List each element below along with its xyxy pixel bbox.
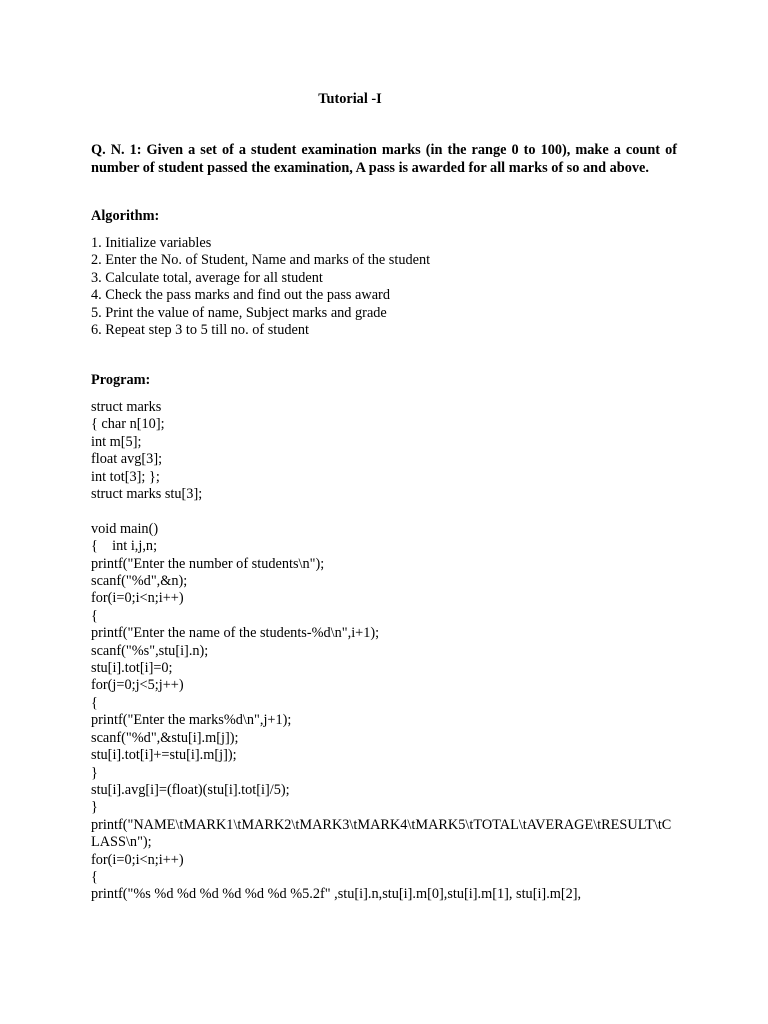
algorithm-steps-list <box>91 235 430 339</box>
code-line: printf("Enter the number of students\n"); <box>91 555 325 572</box>
question-text: Q. N. 1: Given a set of a student examination marks (in the range 0 to 100), make a count of number of student passed the examination, A pass is awarded for all marks of so and above. <box>91 142 677 176</box>
code-line: { <box>91 607 98 624</box>
code-line: struct marks stu[3]; <box>91 486 203 503</box>
code-line: scanf("%d",&stu[i].m[j]); <box>91 729 239 746</box>
code-line: { int i,j,n; <box>91 538 158 555</box>
algorithm-step: 4. Check the pass marks and find out the pass award <box>91 287 390 304</box>
code-line: printf("%s %d %d %d %d %d %d %5.2f" ,stu[i].n,stu[i].m[0],stu[i].m[1], stu[i].m[2], <box>91 886 582 903</box>
algorithm-step: 5. Print the value of name, Subject marks and grade <box>91 304 387 321</box>
code-line: } <box>91 799 98 816</box>
program-code-block <box>91 399 677 904</box>
code-line: void main() <box>91 520 159 537</box>
document-title: Tutorial -I <box>318 91 382 107</box>
code-line: stu[i].avg[i]=(float)(stu[i].tot[i]/5); <box>91 781 290 798</box>
code-line: for(j=0;j<5;j++) <box>91 677 184 694</box>
code-line: stu[i].tot[i]=0; <box>91 660 173 677</box>
code-line: int m[5]; <box>91 433 142 450</box>
code-line: printf("Enter the marks%d\n",j+1); <box>91 712 292 729</box>
algorithm-heading: Algorithm: <box>91 208 160 224</box>
code-line: float avg[3]; <box>91 451 163 468</box>
code-line: scanf("%s",stu[i].n); <box>91 642 209 659</box>
code-line: for(i=0;i<n;i++) <box>91 851 184 868</box>
code-line: for(i=0;i<n;i++) <box>91 590 184 607</box>
program-heading: Program: <box>91 372 151 388</box>
algorithm-step: 3. Calculate total, average for all student <box>91 269 323 286</box>
code-line: { <box>91 694 98 711</box>
code-line: printf("NAME\tMARK1\tMARK2\tMARK3\tMARK4\tMARK5\tTOTAL\tAVERAGE\tRESULT\tCLASS\n"); <box>91 816 672 851</box>
code-line: struct marks <box>91 399 162 415</box>
algorithm-step: 1. Initialize variables <box>91 235 212 251</box>
code-line: stu[i].tot[i]+=stu[i].m[j]); <box>91 747 237 764</box>
code-line: printf("Enter the name of the students-%d\n",i+1); <box>91 625 380 642</box>
algorithm-step: 6. Repeat step 3 to 5 till no. of student <box>91 322 309 339</box>
code-line: int tot[3]; }; <box>91 468 160 485</box>
code-line <box>91 503 677 520</box>
code-line: scanf("%d",&n); <box>91 573 188 590</box>
algorithm-step: 2. Enter the No. of Student, Name and marks of the student <box>91 252 431 269</box>
code-line: } <box>91 764 98 781</box>
code-line: { char n[10]; <box>91 416 165 433</box>
code-line: { <box>91 868 98 885</box>
